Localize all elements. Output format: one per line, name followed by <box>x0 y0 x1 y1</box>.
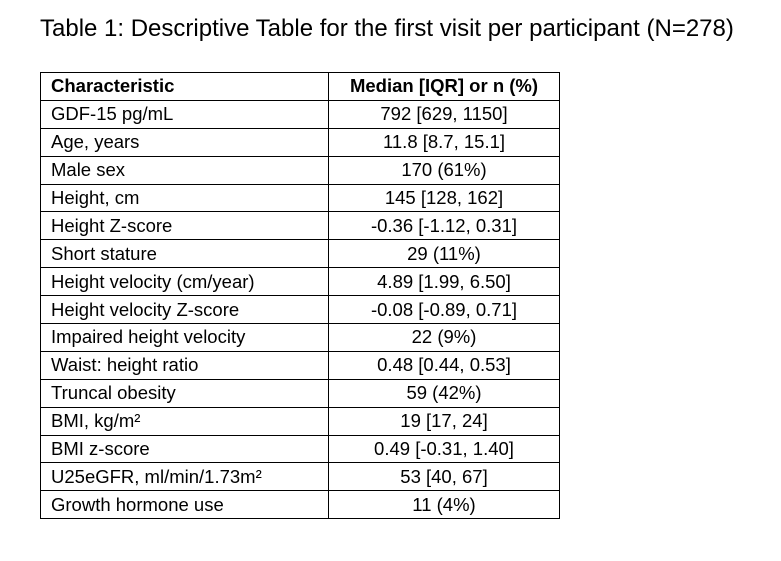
header-row <box>41 73 560 101</box>
table-row <box>41 463 560 491</box>
table-row <box>41 212 560 240</box>
table-row <box>41 491 560 519</box>
value-cell: 792 [629, 1150] <box>329 100 560 128</box>
value-cell: 11 (4%) <box>329 491 560 519</box>
characteristic-cell: BMI z-score <box>41 435 329 463</box>
value-cell: 145 [128, 162] <box>329 184 560 212</box>
value-cell: 59 (42%) <box>329 379 560 407</box>
table-row <box>41 407 560 435</box>
table-row <box>41 435 560 463</box>
header-characteristic: Characteristic <box>41 73 329 101</box>
value-cell: 22 (9%) <box>329 324 560 352</box>
characteristic-cell: Waist: height ratio <box>41 351 329 379</box>
characteristic-cell: Impaired height velocity <box>41 324 329 352</box>
value-cell: 53 [40, 67] <box>329 463 560 491</box>
value-cell: 29 (11%) <box>329 240 560 268</box>
table-row <box>41 184 560 212</box>
value-cell: 170 (61%) <box>329 156 560 184</box>
characteristic-cell: Short stature <box>41 240 329 268</box>
table-row <box>41 156 560 184</box>
table-row <box>41 100 560 128</box>
characteristic-cell: GDF-15 pg/mL <box>41 100 329 128</box>
table-title: Table 1: Descriptive Table for the first visit per participant (N=278) <box>40 15 734 42</box>
value-cell: 4.89 [1.99, 6.50] <box>329 268 560 296</box>
header-value: Median [IQR] or n (%) <box>329 73 560 101</box>
characteristic-cell: Age, years <box>41 128 329 156</box>
table-row <box>41 268 560 296</box>
table-row <box>41 324 560 352</box>
value-cell: 0.49 [-0.31, 1.40] <box>329 435 560 463</box>
characteristic-cell: Height velocity (cm/year) <box>41 268 329 296</box>
value-cell: 0.48 [0.44, 0.53] <box>329 351 560 379</box>
value-cell: 19 [17, 24] <box>329 407 560 435</box>
characteristic-cell: Height Z-score <box>41 212 329 240</box>
characteristic-cell: Male sex <box>41 156 329 184</box>
value-cell: 11.8 [8.7, 15.1] <box>329 128 560 156</box>
table-row <box>41 296 560 324</box>
characteristic-cell: Growth hormone use <box>41 491 329 519</box>
characteristic-cell: U25eGFR, ml/min/1.73m² <box>41 463 329 491</box>
value-cell: -0.36 [-1.12, 0.31] <box>329 212 560 240</box>
table-row <box>41 379 560 407</box>
table-row <box>41 351 560 379</box>
descriptive-table <box>40 72 560 519</box>
value-cell: -0.08 [-0.89, 0.71] <box>329 296 560 324</box>
characteristic-cell: BMI, kg/m² <box>41 407 329 435</box>
table-row <box>41 240 560 268</box>
characteristic-cell: Truncal obesity <box>41 379 329 407</box>
characteristic-cell: Height, cm <box>41 184 329 212</box>
characteristic-cell: Height velocity Z-score <box>41 296 329 324</box>
table-row <box>41 128 560 156</box>
